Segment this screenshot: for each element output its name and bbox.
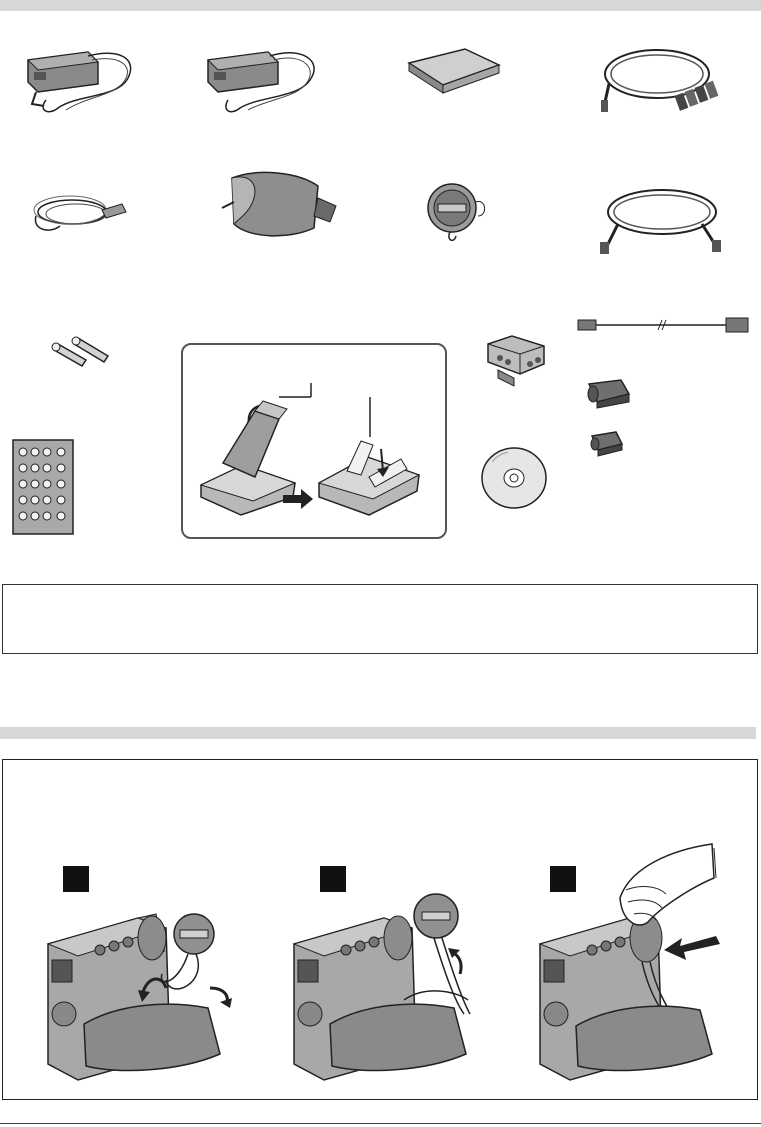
step-1-badge bbox=[63, 866, 89, 892]
battery-insertion-diagram-icon bbox=[183, 345, 445, 537]
battery-insertion-inset bbox=[181, 343, 447, 539]
battery-pack-icon bbox=[405, 45, 505, 105]
core-filter-large-icon bbox=[583, 376, 635, 412]
core-filter-small-icon bbox=[586, 428, 628, 460]
power-cord-icon bbox=[30, 186, 130, 241]
remote-control-icon bbox=[11, 438, 77, 538]
s-video-cable-icon bbox=[598, 184, 726, 254]
step-2-cap-attach-icon bbox=[284, 890, 494, 1084]
usb-cable-icon bbox=[576, 314, 754, 338]
lens-cap-icon bbox=[420, 176, 490, 246]
step-1-strap-loop-icon bbox=[38, 904, 248, 1084]
section-bar-lens-cap bbox=[0, 727, 756, 739]
shoulder-strap-icon bbox=[218, 168, 348, 248]
scart-adapter-icon bbox=[482, 334, 552, 389]
av-cable-icon bbox=[595, 40, 725, 120]
step-3-push-cap-icon bbox=[530, 838, 750, 1088]
section-bar-accessories bbox=[0, 0, 761, 11]
ac-adapter-icon bbox=[18, 38, 148, 118]
aa-batteries-icon bbox=[48, 336, 118, 381]
ac-adapter-icon bbox=[200, 38, 330, 118]
step-2-badge bbox=[320, 866, 346, 892]
note-box bbox=[2, 584, 758, 654]
page-bottom-rule bbox=[0, 1123, 761, 1124]
cd-rom-icon bbox=[478, 444, 552, 514]
